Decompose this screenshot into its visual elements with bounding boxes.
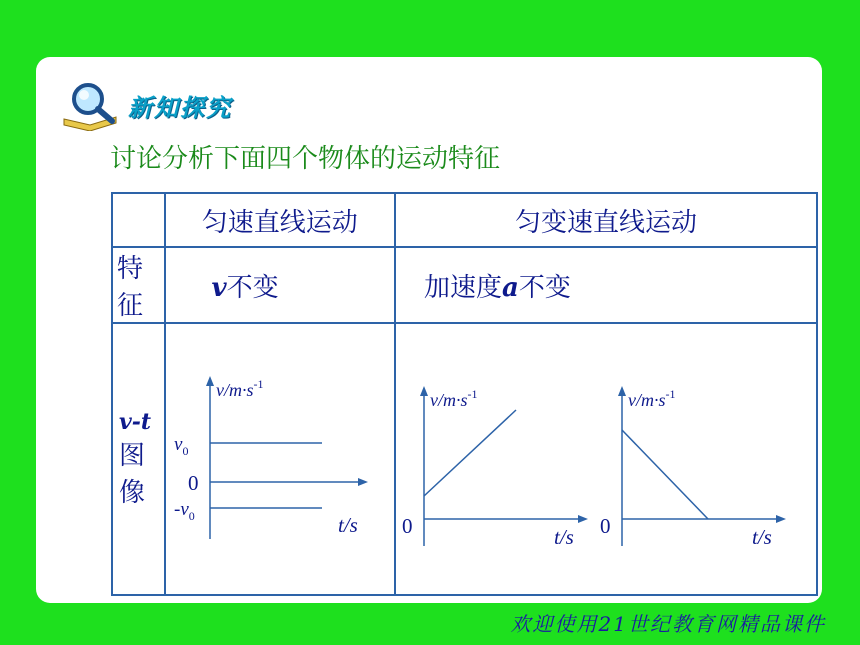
increasing-line — [424, 410, 516, 496]
magnifier-book-icon — [60, 79, 124, 131]
header-accel: 匀变速直线运动 — [395, 193, 817, 247]
y-label-down: $v/m\cdot s^{-1}$ — [628, 387, 676, 410]
plot-uniform-cell — [165, 323, 396, 595]
feature-uniform — [165, 247, 396, 323]
x-arrow-up-icon — [578, 515, 588, 523]
feature-row — [112, 247, 817, 323]
y-arrow-up-icon — [420, 386, 428, 396]
feature-accel — [395, 247, 817, 323]
y-arrow-icon — [206, 376, 214, 386]
plot-accel — [396, 324, 816, 594]
velocity-var: v — [211, 272, 227, 303]
graph-label — [112, 323, 165, 595]
y-label: $v/m\cdot s^{-1}$ — [215, 377, 263, 400]
uniform-feature-text: 不变 — [226, 272, 279, 303]
plot-accel-cell — [395, 323, 817, 595]
origin-up: 0 — [402, 514, 413, 538]
header-uniform: 匀速直线运动 — [165, 193, 396, 247]
table-header-row — [112, 193, 817, 247]
accel-feature-text: 不变 — [518, 272, 571, 303]
corner-cell — [112, 193, 165, 247]
y-label-up: $v/m\cdot s^{-1}$ — [430, 387, 478, 410]
feature-label: 特征 — [112, 247, 165, 323]
section-heading: 新知探究 — [128, 93, 232, 122]
neg-v0-label: $-v_0$ — [173, 499, 195, 523]
footer-banner: 欢迎使用21世纪教育网精品课件 — [510, 612, 826, 636]
plot-uniform — [166, 324, 376, 594]
motion-table — [111, 192, 818, 596]
origin-label: 0 — [187, 471, 198, 495]
accel-prefix: 加速度 — [424, 272, 503, 303]
x-arrow-icon — [358, 478, 368, 486]
vt-label: v-t — [119, 409, 152, 435]
origin-down: 0 — [600, 514, 611, 538]
x-label-up: t/s — [554, 525, 574, 549]
graph-row — [112, 323, 817, 595]
section-header — [60, 85, 232, 125]
x-arrow-down-icon — [776, 515, 786, 523]
page-subtitle: 讨论分析下面四个物体的运动特征 — [110, 144, 501, 174]
v0-label: $v_0$ — [173, 434, 188, 458]
decreasing-line — [622, 430, 708, 519]
x-label: t/s — [337, 513, 358, 537]
x-label-down: t/s — [752, 525, 772, 549]
accel-var: a — [502, 272, 519, 303]
y-arrow-down-icon — [618, 386, 626, 396]
graph-label-text: 图像 — [119, 441, 146, 508]
